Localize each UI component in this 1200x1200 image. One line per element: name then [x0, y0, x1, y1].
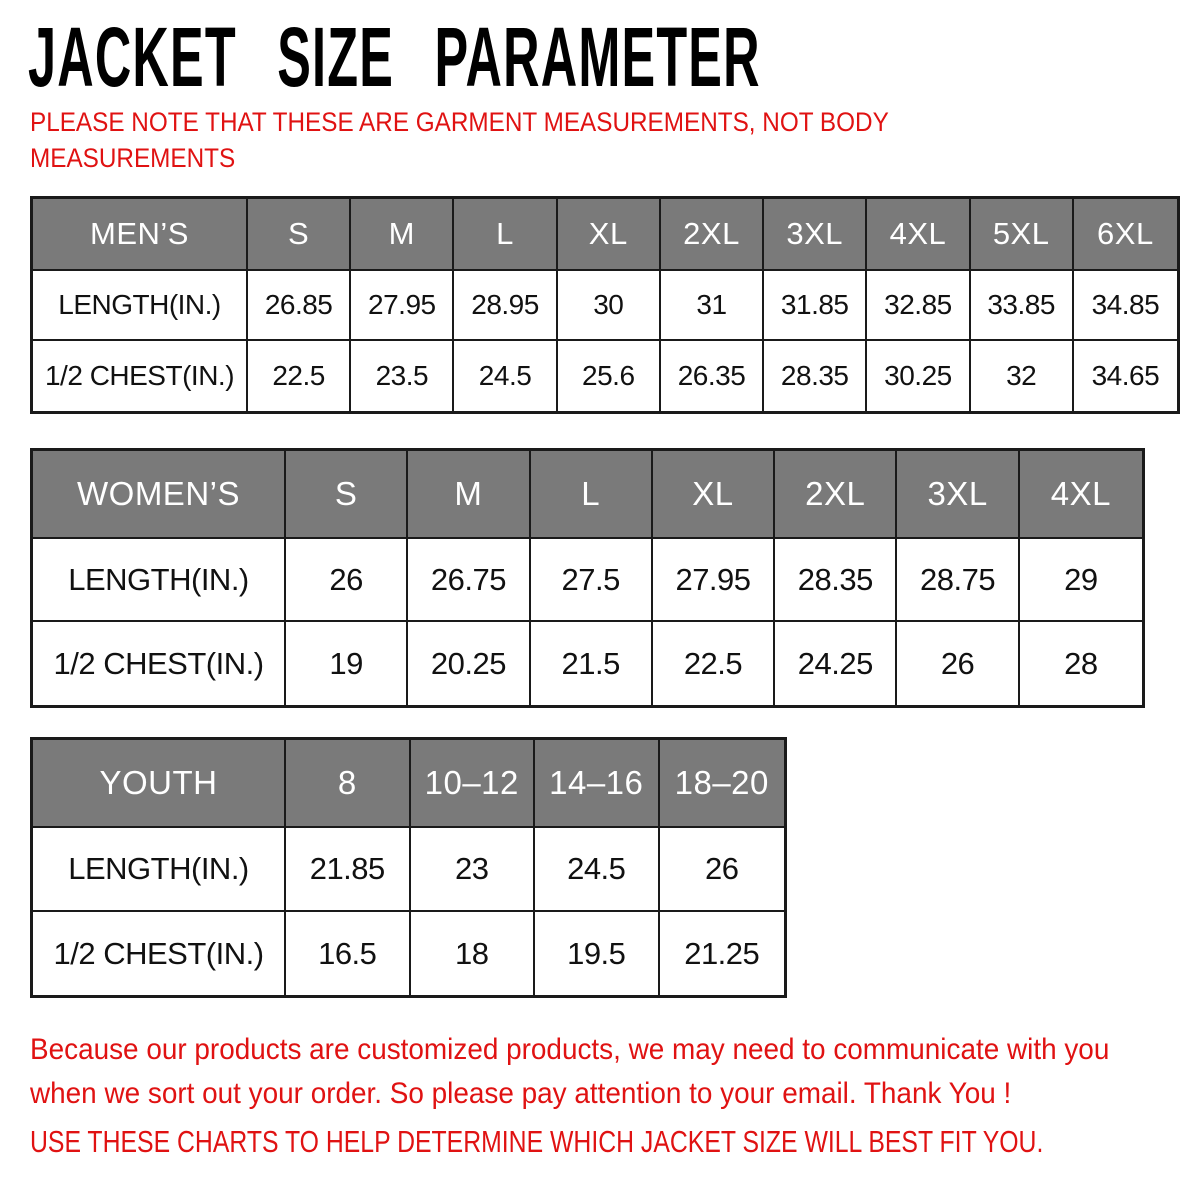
measurement-value: 21.85 — [286, 828, 411, 912]
size-column-header: 3XL — [897, 451, 1019, 539]
measurement-value: 31 — [661, 271, 764, 341]
row-label: 1/2 CHEST(IN.) — [33, 912, 286, 995]
row-label: LENGTH(IN.) — [33, 271, 248, 341]
measurement-value: 27.95 — [351, 271, 454, 341]
garment-measurements-note — [30, 104, 889, 176]
size-column-header: S — [286, 451, 408, 539]
measurement-value: 26.35 — [661, 341, 764, 411]
measurement-value: 26 — [286, 539, 408, 622]
size-column-header: S — [248, 199, 351, 271]
size-column-header: L — [454, 199, 557, 271]
measurement-value: 32 — [971, 341, 1074, 411]
measurement-value: 23 — [411, 828, 536, 912]
measurement-value: 34.65 — [1091, 360, 1160, 391]
footer-line-1: Because our products are customized products, we may need to communicate with you — [30, 1033, 1110, 1066]
womens-table-corner-header: WOMEN’S — [33, 451, 286, 539]
size-column-header: 5XL — [971, 199, 1074, 271]
measurement-value: 22.5 — [248, 341, 351, 411]
measurement-value: 28.95 — [454, 271, 557, 341]
size-column-header: XL — [558, 199, 661, 271]
measurement-value: 19 — [286, 622, 408, 705]
measurement-value: 27.95 — [653, 539, 775, 622]
size-column-header: 2XL — [775, 451, 897, 539]
measurement-value: 28 — [1064, 645, 1098, 681]
measurement-value: 33.85 — [971, 271, 1074, 341]
size-column-header: 14–16 — [535, 740, 660, 828]
row-label: LENGTH(IN.) — [33, 539, 286, 622]
measurement-value: 22.5 — [653, 622, 775, 705]
youth-size-table — [30, 737, 787, 998]
measurement-value: 29 — [1020, 539, 1142, 622]
size-column-header: L — [531, 451, 653, 539]
customized-products-note — [30, 1028, 1109, 1116]
measurement-value: 24.5 — [535, 828, 660, 912]
size-column-header: 4XL — [1020, 451, 1142, 539]
measurement-value: 24.25 — [775, 622, 897, 705]
size-column-header: M — [351, 199, 454, 271]
note-line-1: PLEASE NOTE THAT THESE ARE GARMENT MEASUREMENTS, NOT BODY — [30, 107, 889, 137]
size-column-header: 6XL — [1074, 199, 1177, 271]
measurement-value: 26 — [897, 622, 1019, 705]
size-column-header: 3XL — [764, 199, 867, 271]
size-column-header: 10–12 — [411, 740, 536, 828]
womens-size-table — [30, 448, 1145, 708]
measurement-value: 32.85 — [867, 271, 970, 341]
measurement-value: 30.25 — [867, 341, 970, 411]
mens-table-corner-header: MEN’S — [33, 199, 248, 271]
footer-line-2: when we sort out your order. So please pay attention to your email. Thank You ! — [30, 1077, 1012, 1110]
measurement-value: 28.75 — [897, 539, 1019, 622]
size-column-header: XL — [653, 451, 775, 539]
row-label: LENGTH(IN.) — [33, 828, 286, 912]
measurement-value: 27.5 — [531, 539, 653, 622]
size-column-header: M — [408, 451, 530, 539]
note-line-2: MEASUREMENTS — [30, 143, 236, 173]
fit-guidance-note: USE THESE CHARTS TO HELP DETERMINE WHICH JACKET SIZE WILL BEST FIT YOU. — [30, 1124, 1044, 1159]
measurement-value: 28.35 — [764, 341, 867, 411]
measurement-value: 23.5 — [351, 341, 454, 411]
row-label: 1/2 CHEST(IN.) — [33, 341, 248, 411]
measurement-value: 21.25 — [684, 935, 760, 971]
measurement-value: 31.85 — [764, 271, 867, 341]
measurement-value: 19.5 — [535, 912, 660, 995]
page-title: JACKET SIZE PARAMETER — [28, 10, 761, 104]
measurement-value: 30 — [558, 271, 661, 341]
measurement-value: 26 — [660, 828, 785, 912]
size-column-header: 2XL — [661, 199, 764, 271]
size-column-header: 4XL — [867, 199, 970, 271]
measurement-value: 34.85 — [1074, 271, 1177, 341]
measurement-value: 28.35 — [775, 539, 897, 622]
row-label: 1/2 CHEST(IN.) — [33, 622, 286, 705]
measurement-value: 25.6 — [558, 341, 661, 411]
measurement-value: 26.75 — [408, 539, 530, 622]
mens-size-table — [30, 196, 1180, 414]
measurement-value: 20.25 — [408, 622, 530, 705]
youth-table-corner-header: YOUTH — [33, 740, 286, 828]
measurement-value: 21.5 — [531, 622, 653, 705]
measurement-value: 16.5 — [286, 912, 411, 995]
measurement-value: 24.5 — [454, 341, 557, 411]
size-column-header: 18–20 — [660, 740, 785, 828]
size-column-header: 8 — [286, 740, 411, 828]
measurement-value: 26.85 — [248, 271, 351, 341]
measurement-value: 18 — [411, 912, 536, 995]
